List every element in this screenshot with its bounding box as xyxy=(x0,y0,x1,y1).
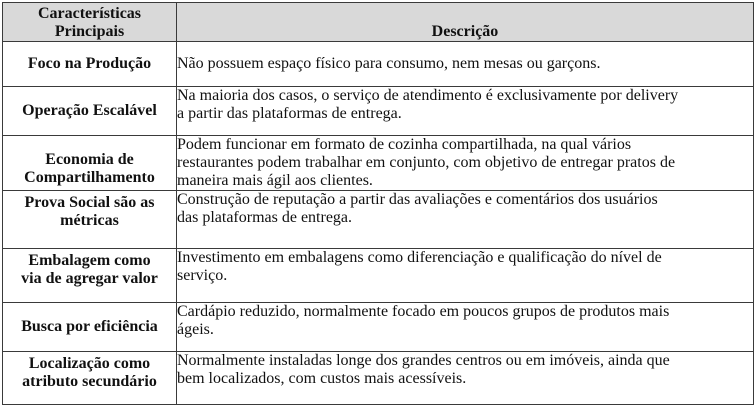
characteristic-cell: Localização como atributo secundário xyxy=(3,352,177,405)
characteristic-cell: Economia de Compartilhamento xyxy=(3,136,177,191)
description-cell: Na maioria dos casos, o serviço de atendimento é exclusivamente por delivery a partir das plataformas de entrega. xyxy=(177,87,754,136)
description-cell: Não possuem espaço físico para consumo, nem mesas ou garçons. xyxy=(177,42,754,87)
table-row xyxy=(3,191,754,249)
header-row xyxy=(3,3,754,42)
description-cell: Investimento em embalagens como diferenciação e qualificação do nível de serviço. xyxy=(177,249,754,303)
table-row xyxy=(3,87,754,136)
characteristic-cell: Embalagem como via de agregar valor xyxy=(3,249,177,303)
characteristic-cell: Busca por eficiência xyxy=(3,303,177,352)
characteristic-cell: Prova Social são as métricas xyxy=(3,191,177,249)
table-row xyxy=(3,249,754,303)
description-cell: Podem funcionar em formato de cozinha compartilhada, na qual vários restaurantes podem trabalhar em conjunto, com objetivo de entregar pratos de maneira mais ágil aos clientes. xyxy=(177,136,754,191)
characteristics-table xyxy=(2,2,754,405)
description-cell: Normalmente instaladas longe dos grandes centros ou em imóveis, ainda que bem localizados, com custos mais acessíveis. xyxy=(177,352,754,405)
characteristic-cell: Operação Escalável xyxy=(3,87,177,136)
table-row xyxy=(3,303,754,352)
table-row xyxy=(3,42,754,87)
header-characteristics: Características Principais xyxy=(3,3,177,42)
description-cell: Cardápio reduzido, normalmente focado em poucos grupos de produtos mais ágeis. xyxy=(177,303,754,352)
table-row xyxy=(3,136,754,191)
description-cell: Construção de reputação a partir das avaliações e comentários dos usuários das plataformas de entrega. xyxy=(177,191,754,249)
characteristic-cell: Foco na Produção xyxy=(3,42,177,87)
table-row xyxy=(3,352,754,405)
header-description: Descrição xyxy=(177,3,754,42)
